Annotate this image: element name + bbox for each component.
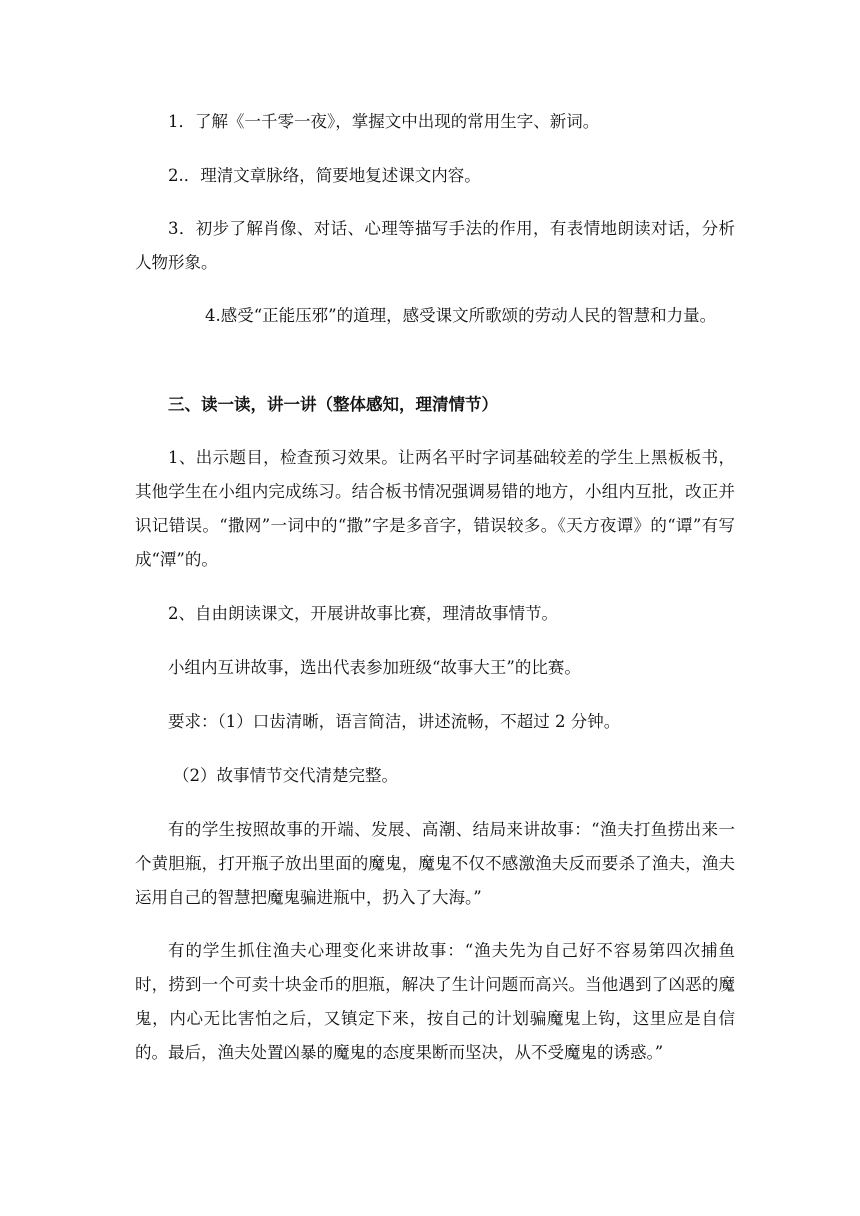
story-example-1: 有的学生按照故事的开端、发展、高潮、结局来讲故事：“渔夫打鱼捞出来一个黄胆瓶，打开瓶子放出里面的魔鬼，魔鬼不仅不感激渔夫反而要杀了渔夫，渔夫运用自己的智慧把魔鬼骗进瓶中，扔入了大海。” <box>135 820 735 907</box>
requirement-1: 要求：（1）口齿清晰，语言简洁，讲述流畅，不超过 2 分钟。 <box>168 712 621 731</box>
objective-1: 1．了解《一千零一夜》，掌握文中出现的常用生字、新词。 <box>168 112 600 131</box>
step-2-paragraph: 2、自由朗读课文，开展讲故事比赛，理清故事情节。 <box>168 604 558 623</box>
step-1-paragraph: 1、出示题目，检查预习效果。让两名平时字词基础较差的学生上黑板板书，其他学生在小组内完成练习。结合板书情况强调易错的地方，小组内互批，改正并识记错误。“撒网”一词中的“撒”字是多音字，错误较多。《天方夜谭》的“谭”有写成“潭”的。 <box>135 448 735 569</box>
objective-2: 2.．理清文章脉络，简要地复述课文内容。 <box>168 166 481 185</box>
objective-3: 3．初步了解肖像、对话、心理等描写手法的作用，有表情地朗读对话，分析人物形象。 <box>135 219 735 272</box>
group-story-paragraph: 小组内互讲故事，选出代表参加班级“故事大王”的比赛。 <box>168 658 581 677</box>
story-example-2: 有的学生抓住渔夫心理变化来讲故事：“渔夫先为自己好不容易第四次捕鱼时，捞到一个可卖十块金币的胆瓶，解决了生计问题而高兴。当他遇到了凶恶的魔鬼，内心无比害怕之后，又镇定下来，按自己的计划骗魔鬼上钩，这里应是自信的。最后，渔夫处置凶暴的魔鬼的态度果断而坚决，从不受魔鬼的诱惑。” <box>135 941 735 1062</box>
objective-4: 4.感受“正能压邪”的道理，感受课文所歌颂的劳动人民的智慧和力量。 <box>205 306 717 325</box>
section-heading-3: 三、读一读，讲一讲（整体感知，理清情节） <box>168 395 498 414</box>
requirement-2: （2）故事情节交代清楚完整。 <box>173 766 398 785</box>
